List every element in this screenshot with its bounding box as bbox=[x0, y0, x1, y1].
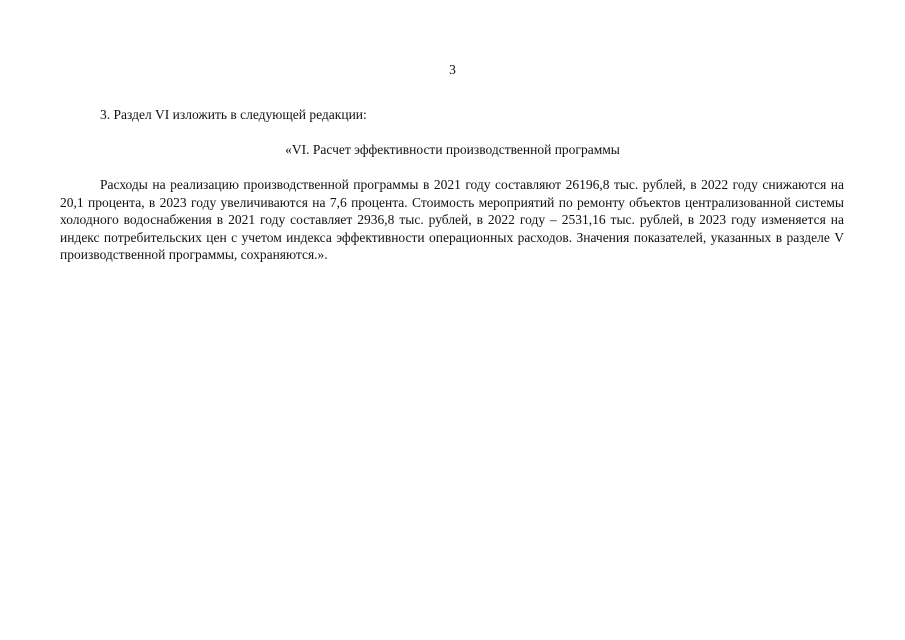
section-instruction: 3. Раздел VI изложить в следующей редакции: bbox=[100, 107, 367, 122]
body-paragraph: Расходы на реализацию производственной программы в 2021 году составляют 26196,8 тыс. рублей, в 2022 году снижаются на 20,1 процента, в 2023 году увеличиваются на 7,6 процента. Стоимость мероприятий по ремонту объектов централизованной системы холодного водоснабжения в 2021 году составляет 2936,8 тыс. рублей, в 2022 году – 2531,16 тыс. рублей, в 2023 году изменяется на индекс потребительских цен с учетом индекса эффективности операционных расходов. Значения показателей, указанных в разделе V производственной программы, сохраняются.». bbox=[60, 177, 844, 263]
page-number: 3 bbox=[449, 62, 456, 77]
section-heading: «VI. Расчет эффективности производственной программы bbox=[285, 142, 620, 157]
